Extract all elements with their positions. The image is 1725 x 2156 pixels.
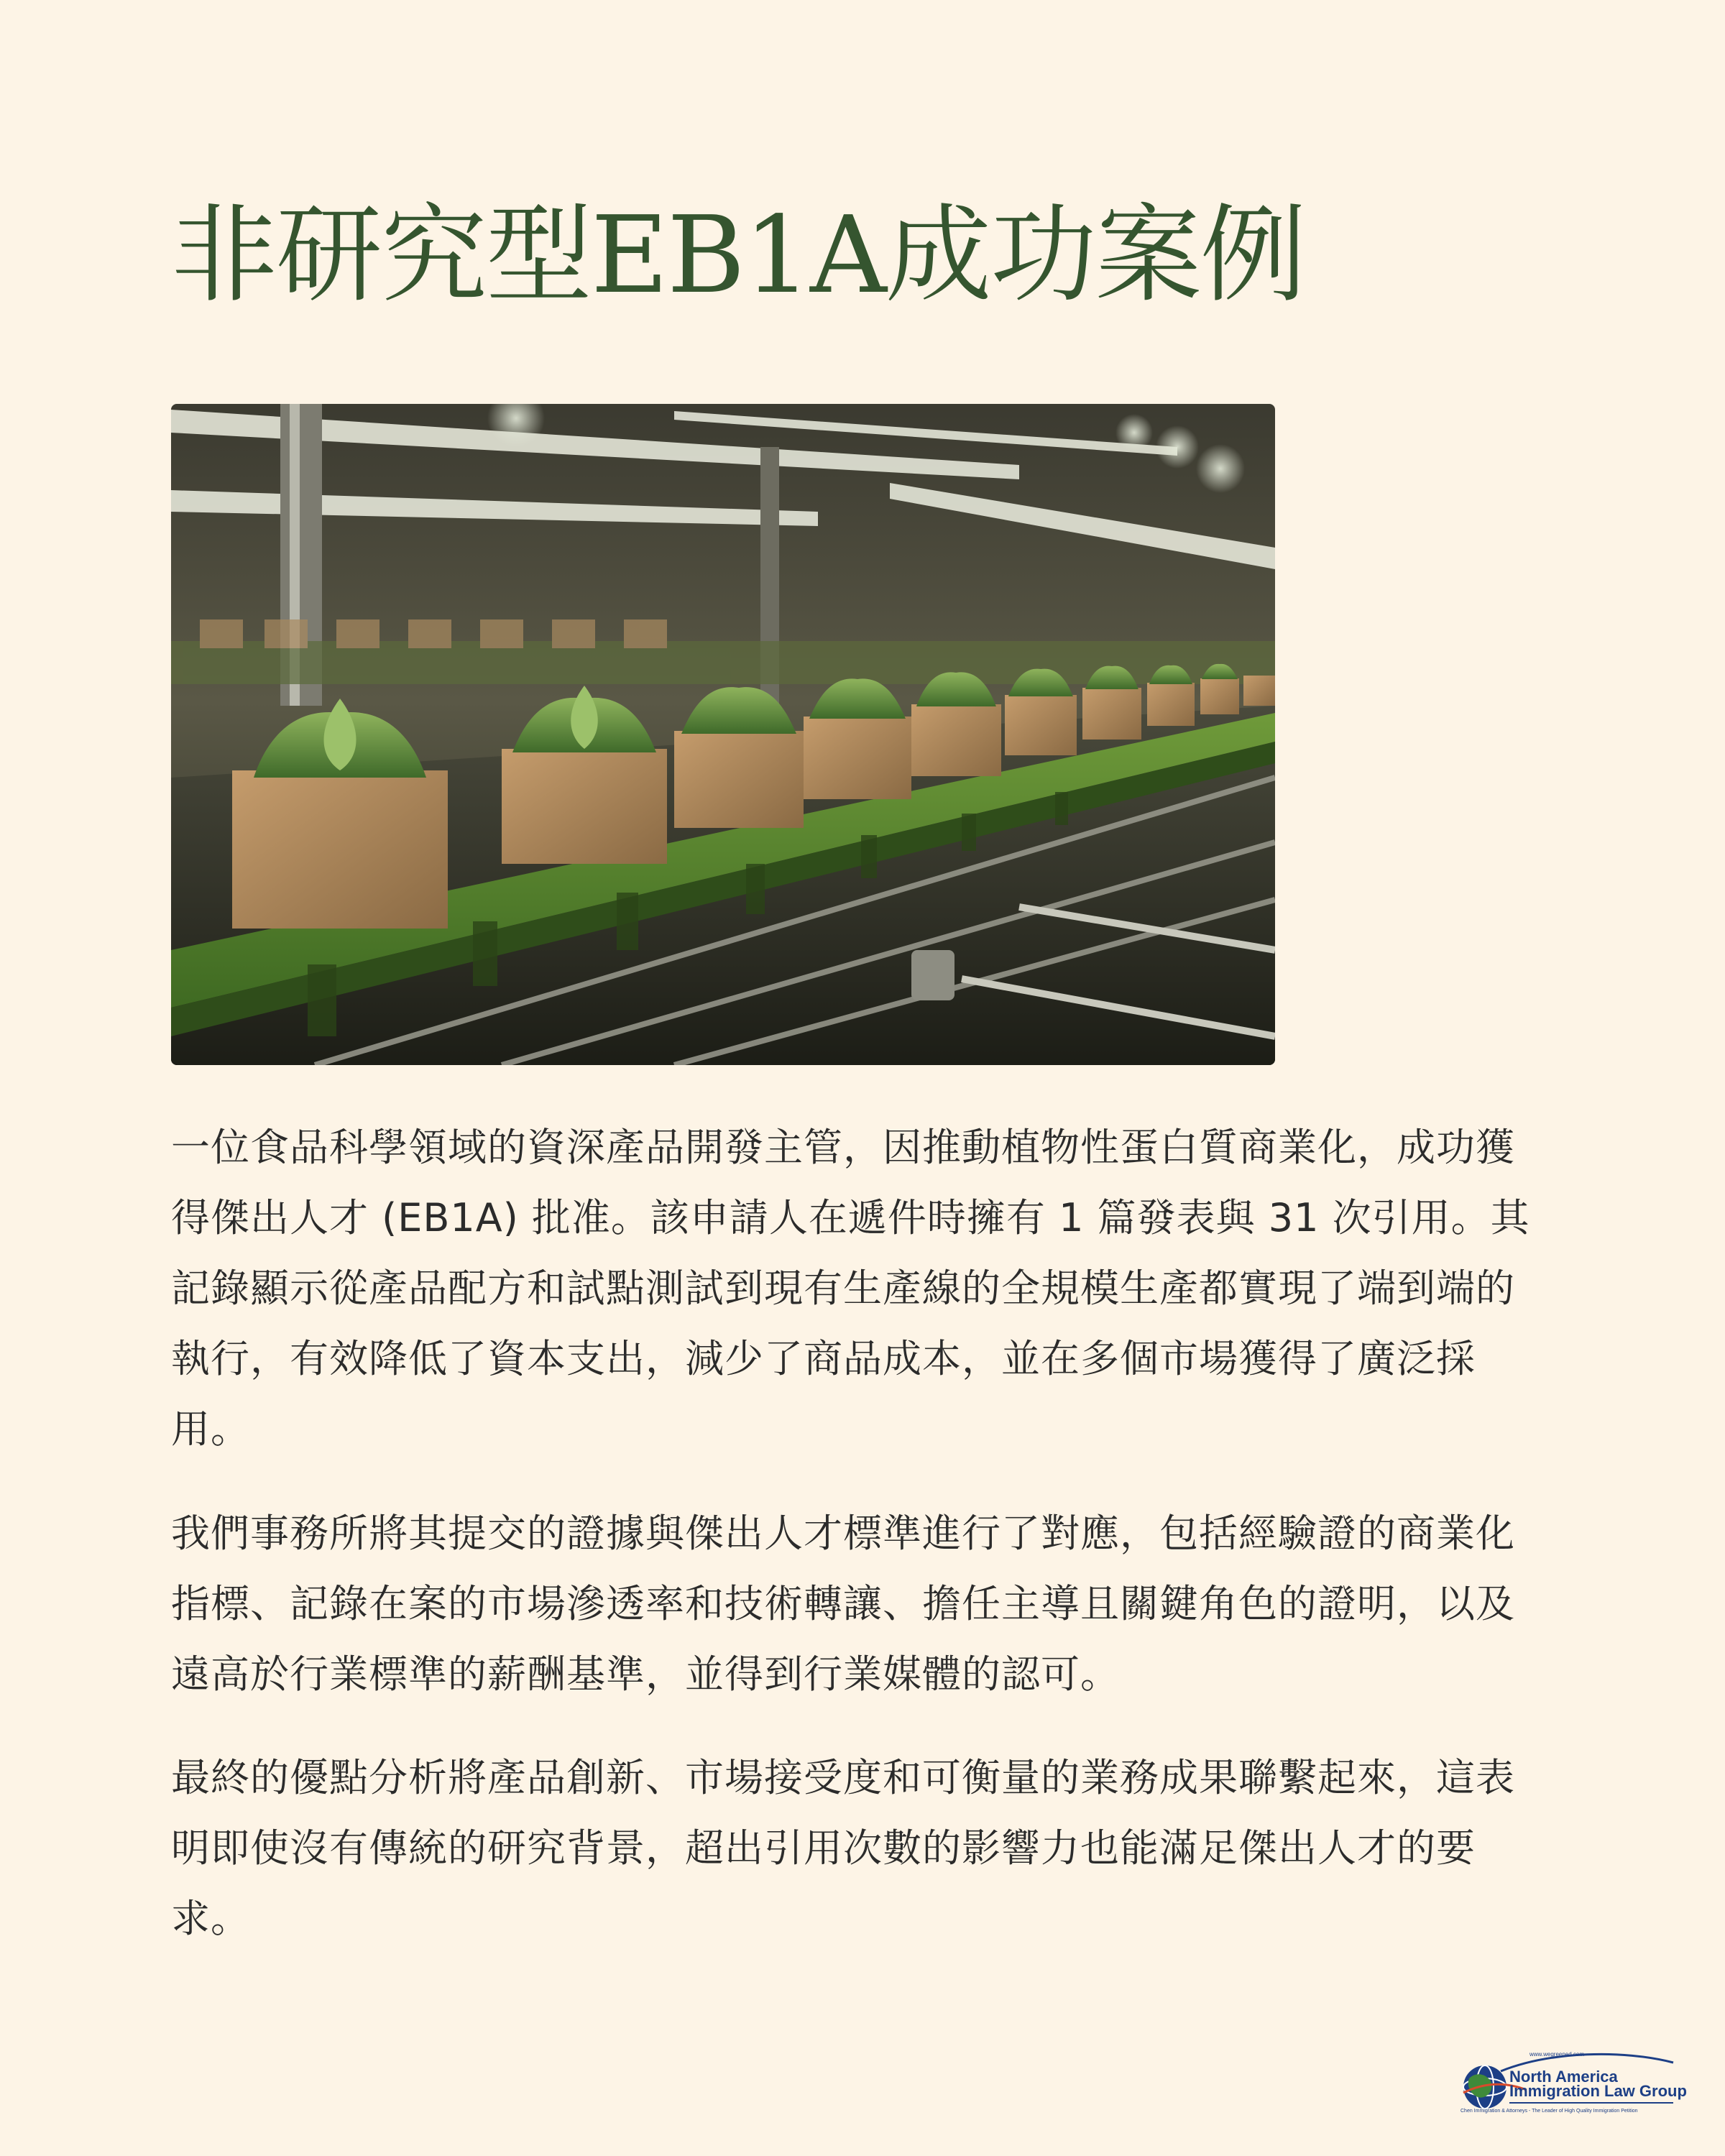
hero-image <box>171 404 1275 1065</box>
page-title: 非研究型EB1A成功案例 <box>171 193 1305 317</box>
production-line-illustration <box>171 404 1275 1065</box>
logo-name-line1: North America <box>1509 2068 1618 2086</box>
logo-tagline: Chen Immigration & Attorneys - The Leader of High Quality Immigration Petition <box>1460 2109 1638 2114</box>
body-paragraph-2: 我們事務所將其提交的證據與傑出人才標準進行了對應，包括經驗證的商業化指標、記錄在案的市場滲透率和技術轉讓、擔任主導且關鍵角色的證明，以及遠高於行業標準的薪酬基準，並得到行業媒體的認可。 <box>171 1511 1515 1697</box>
company-logo <box>1458 2050 1687 2129</box>
logo-website: www.wegreened.com <box>1530 2051 1585 2058</box>
body-paragraph-3: 最終的優點分析將產品創新、市場接受度和可衡量的業務成果聯繫起來，這表明即使沒有傳統的研究背景，超出引用次數的影響力也能滿足傑出人才的要求。 <box>171 1755 1515 1941</box>
body-paragraph-1: 一位食品科學領域的資深產品開發主管，因推動植物性蛋白質商業化，成功獲得傑出人才 (EB1A) 批准。該申請人在遞件時擁有 1 篇發表與 31 次引用。其記錄顯示從產品配方和試點測試到現有生產線的全規模生產都實現了端到端的執行，有效降低了資本支出，減少了商品成本，並在多個市場獲得了廣泛採用。 <box>171 1125 1530 1452</box>
logo-name-line2: Immigration Law Group <box>1509 2082 1687 2100</box>
